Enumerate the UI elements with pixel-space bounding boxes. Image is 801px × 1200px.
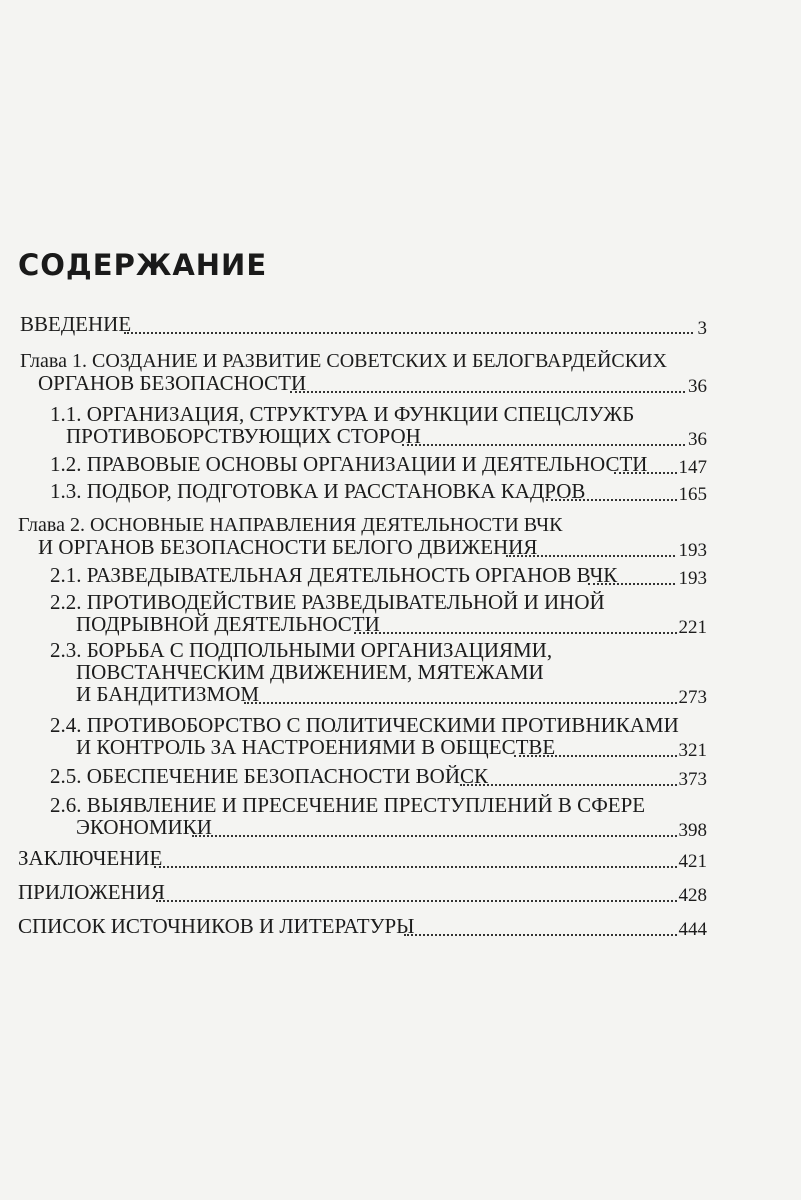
toc-entry-title: 1.1. ОРГАНИЗАЦИЯ, СТРУКТУРА И ФУНКЦИИ СПЕЦСЛУЖБ — [50, 402, 635, 426]
toc-entry-title: ПОДРЫВНОЙ ДЕЯТЕЛЬНОСТИ — [76, 612, 380, 636]
toc-entry-title: 1.3. ПОДБОР, ПОДГОТОВКА И РАССТАНОВКА КАДРОВ — [50, 479, 586, 503]
toc-entry-title: ВВЕДЕНИЕ — [20, 312, 132, 336]
toc-entry-title: Глава 1. СОЗДАНИЕ И РАЗВИТИЕ СОВЕТСКИХ И БЕЛОГВАРДЕЙСКИХ — [20, 350, 667, 372]
toc-entry-title: СПИСОК ИСТОЧНИКОВ И ЛИТЕРАТУРЫ — [18, 914, 415, 938]
toc-entry-page: 321 — [678, 740, 707, 761]
dot-leader — [404, 932, 677, 936]
toc-entry-page: 147 — [678, 457, 707, 478]
toc-entry-page: 165 — [678, 484, 707, 505]
toc-entry-page: 373 — [678, 769, 707, 790]
dot-leader — [460, 782, 677, 786]
toc-entry-title: 2.4. ПРОТИВОБОРСТВО С ПОЛИТИЧЕСКИМИ ПРОТИВНИКАМИ — [50, 713, 679, 737]
toc-entry-page: 36 — [688, 429, 707, 450]
dot-leader — [154, 864, 677, 868]
toc-entry-title: ЭКОНОМИКИ — [76, 815, 212, 839]
dot-leader — [192, 833, 677, 837]
toc-entry-title: 2.1. РАЗВЕДЫВАТЕЛЬНАЯ ДЕЯТЕЛЬНОСТЬ ОРГАНОВ ВЧК — [50, 563, 618, 587]
toc-entry-title: 2.2. ПРОТИВОДЕЙСТВИЕ РАЗВЕДЫВАТЕЛЬНОЙ И ИНОЙ — [50, 590, 605, 614]
dot-leader — [156, 898, 677, 902]
dot-leader — [506, 553, 675, 557]
dot-leader — [514, 753, 677, 757]
toc-entry-page: 398 — [678, 820, 707, 841]
toc-entry-title: ЗАКЛЮЧЕНИЕ — [18, 846, 163, 870]
dot-leader — [614, 470, 677, 474]
toc-entry-page: 36 — [688, 376, 707, 397]
toc-entry-title: Глава 2. ОСНОВНЫЕ НАПРАВЛЕНИЯ ДЕЯТЕЛЬНОСТИ ВЧК — [18, 514, 563, 536]
dot-leader — [546, 497, 677, 501]
toc-entry-title: ОРГАНОВ БЕЗОПАСНОСТИ — [38, 371, 307, 395]
toc-entry-title: 2.5. ОБЕСПЕЧЕНИЕ БЕЗОПАСНОСТИ ВОЙСК — [50, 764, 488, 788]
toc-entry-title: ПРОТИВОБОРСТВУЮЩИХ СТОРОН — [66, 424, 421, 448]
toc-heading: СОДЕРЖАНИЕ — [18, 248, 268, 282]
toc-entry-title: И КОНТРОЛЬ ЗА НАСТРОЕНИЯМИ В ОБЩЕСТВЕ — [76, 735, 556, 759]
toc-entry-title: 1.2. ПРАВОВЫЕ ОСНОВЫ ОРГАНИЗАЦИИ И ДЕЯТЕЛЬНОСТИ — [50, 452, 648, 476]
dot-leader — [290, 389, 685, 393]
toc-entry-page: 3 — [697, 318, 707, 339]
toc-entry-page: 428 — [678, 885, 707, 906]
toc-entry-page: 221 — [678, 617, 707, 638]
toc-entry-title: ПРИЛОЖЕНИЯ — [18, 880, 165, 904]
toc-entry-page: 421 — [678, 851, 707, 872]
dot-leader — [588, 581, 675, 585]
toc-entry-page: 193 — [678, 568, 707, 589]
dot-leader — [244, 700, 677, 704]
toc-entry-title: 2.3. БОРЬБА С ПОДПОЛЬНЫМИ ОРГАНИЗАЦИЯМИ, — [50, 638, 553, 662]
toc-entry-title: 2.6. ВЫЯВЛЕНИЕ И ПРЕСЕЧЕНИЕ ПРЕСТУПЛЕНИЙ В СФЕРЕ — [50, 793, 646, 817]
toc-entry-page: 273 — [678, 687, 707, 708]
dot-leader — [124, 330, 693, 334]
toc-entry-title: И БАНДИТИЗМОМ — [76, 682, 260, 706]
dot-leader — [354, 630, 677, 634]
toc-entry-title: И ОРГАНОВ БЕЗОПАСНОСТИ БЕЛОГО ДВИЖЕНИЯ — [38, 535, 538, 559]
toc-entry-page: 444 — [678, 919, 707, 940]
toc-entry-title: ПОВСТАНЧЕСКИМ ДВИЖЕНИЕМ, МЯТЕЖАМИ — [76, 660, 544, 684]
dot-leader — [402, 442, 685, 446]
toc-entry-page: 193 — [678, 540, 707, 561]
